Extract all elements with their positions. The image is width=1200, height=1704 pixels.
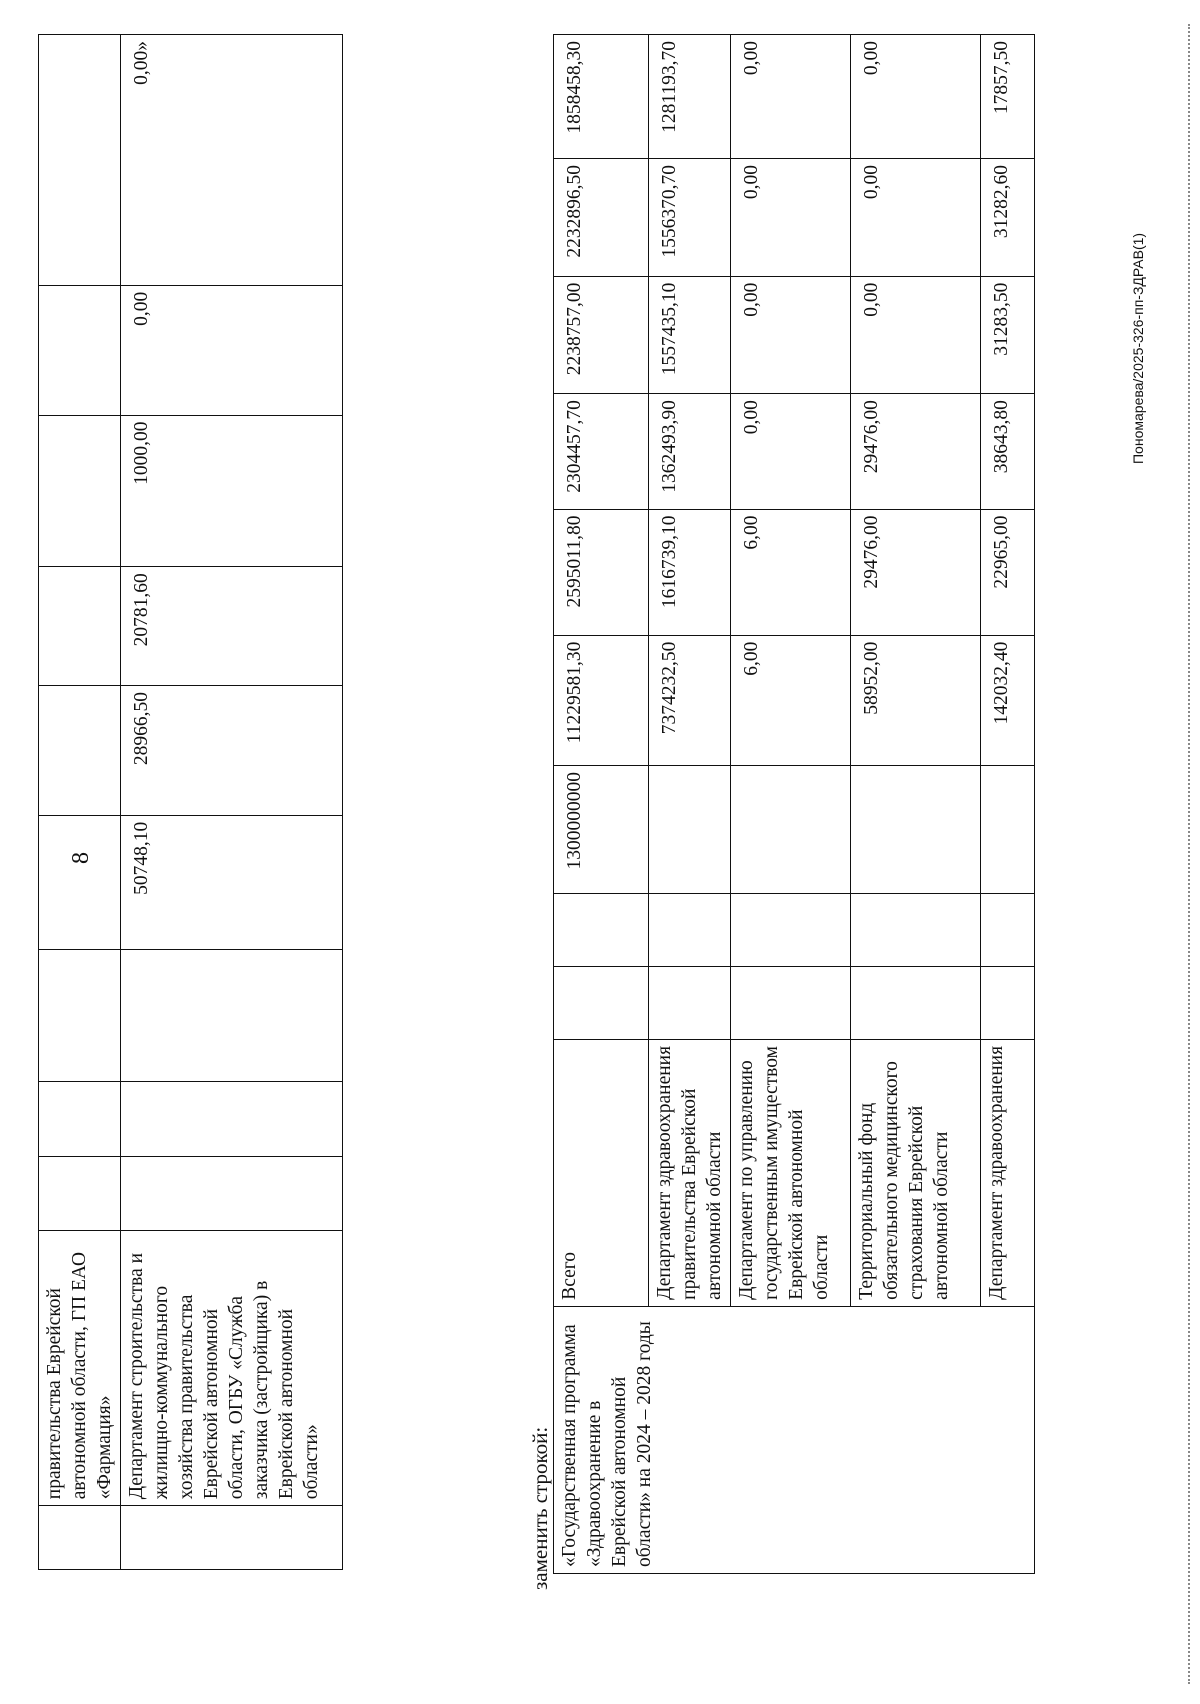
table-cell: 0,00: [851, 159, 981, 277]
table-cell: Департамент здравоохранения: [981, 1039, 1035, 1306]
table-row: [121, 35, 343, 1570]
table-cell: 0,00: [731, 159, 851, 277]
table-cell: [39, 686, 121, 816]
table-cell: 142032,40: [981, 635, 1035, 765]
table-continuation: [38, 34, 343, 1570]
table-row: [39, 35, 121, 1570]
table-cell: [121, 1081, 343, 1156]
table-cell: 31283,50: [981, 276, 1035, 394]
table-cell: 29476,00: [851, 394, 981, 509]
table-cell: 1557435,10: [649, 276, 731, 394]
table-cell: 28966,50: [121, 686, 343, 816]
table-cell: 0,00: [731, 394, 851, 509]
table-cell: [39, 567, 121, 686]
table-cell: [39, 285, 121, 415]
table-cell: 0,00»: [121, 35, 343, 286]
table-cell: Департамент здравоохранения правительства Еврейской автономной области: [649, 1039, 731, 1306]
table-cell: [981, 766, 1035, 894]
table-cell: Территориальный фонд обязательного медицинского страхования Еврейской автономной области: [851, 1039, 981, 1306]
table-cell: 2238757,00: [554, 276, 649, 394]
table-cell: 1300000000: [554, 766, 649, 894]
table-cell: 50748,10: [121, 815, 343, 949]
table-cell: [851, 894, 981, 967]
table-cell: 0,00: [731, 35, 851, 159]
section-caption: заменить строкой:: [528, 1426, 552, 1590]
program-name-cell: «Государственная программа «Здравоохранение в Еврейской автономной области» на 2024 – 2028 годы: [554, 1306, 1035, 1573]
table-cell: 2595011,80: [554, 509, 649, 635]
table-cell: 22965,00: [981, 509, 1035, 635]
table-cell: 38643,80: [981, 394, 1035, 509]
table-cell: [731, 966, 851, 1039]
footer-reference: Пономарева/2025-326-пп-ЗДРАВ(1): [1130, 232, 1146, 464]
table-cell: 0,00: [851, 35, 981, 159]
table-cell: 20781,60: [121, 567, 343, 686]
table-cell: [39, 35, 121, 286]
table-cell: [39, 1081, 121, 1156]
table-cell: 1616739,10: [649, 509, 731, 635]
table-cell: [554, 966, 649, 1039]
table-cell: 11229581,30: [554, 635, 649, 765]
table-cell: Департамент по управлению государственным имуществом Еврейской автономной области: [731, 1039, 851, 1306]
table-cell: [851, 966, 981, 1039]
scan-edge-line: [1188, 24, 1190, 1684]
table-cell: [731, 766, 851, 894]
table-cell: [39, 1506, 121, 1570]
table-cell: [981, 894, 1035, 967]
table-cell: 1858458,30: [554, 35, 649, 159]
table-cell: [39, 1156, 121, 1231]
table-cell: [731, 894, 851, 967]
table-cell: 29476,00: [851, 509, 981, 635]
table-cell: [851, 766, 981, 894]
table-cell: [649, 894, 731, 967]
table-cell: 2232896,50: [554, 159, 649, 277]
table-cell: [554, 894, 649, 967]
table-cell: 6,00: [731, 509, 851, 635]
table-cell: [121, 1506, 343, 1570]
table-cell: 1556370,70: [649, 159, 731, 277]
table-cell: 7374232,50: [649, 635, 731, 765]
table-cell: 31282,60: [981, 159, 1035, 277]
table-cell: [649, 766, 731, 894]
table-cell: Департамент строительства и жилищно-коммунального хозяйства правительства Еврейской автономной области, ОГБУ «Служба заказчика (застройщика) в Еврейской автономной области»: [121, 1231, 343, 1506]
replacement-table: [553, 34, 1035, 1574]
table-cell: [39, 415, 121, 567]
table-cell: правительства Еврейской автономной области, ГП ЕАО «Фармация»: [39, 1231, 121, 1506]
table-cell: 0,00: [121, 285, 343, 415]
table-cell: 1362493,90: [649, 394, 731, 509]
table-cell: 0,00: [731, 276, 851, 394]
table-row: [554, 35, 649, 1574]
table-cell: 1000,00: [121, 415, 343, 567]
table-cell: [121, 1156, 343, 1231]
table-cell: 2304457,70: [554, 394, 649, 509]
table-cell: 0,00: [851, 276, 981, 394]
table-cell: 1281193,70: [649, 35, 731, 159]
table-cell: 6,00: [731, 635, 851, 765]
table-cell: Всего: [554, 1039, 649, 1306]
table-cell: [39, 815, 121, 949]
table-cell: 17857,50: [981, 35, 1035, 159]
table-cell: [981, 966, 1035, 1039]
page-number: 8: [68, 852, 94, 864]
table-cell: 58952,00: [851, 635, 981, 765]
table-cell: [39, 949, 121, 1081]
table-cell: [649, 966, 731, 1039]
table-cell: [121, 949, 343, 1081]
